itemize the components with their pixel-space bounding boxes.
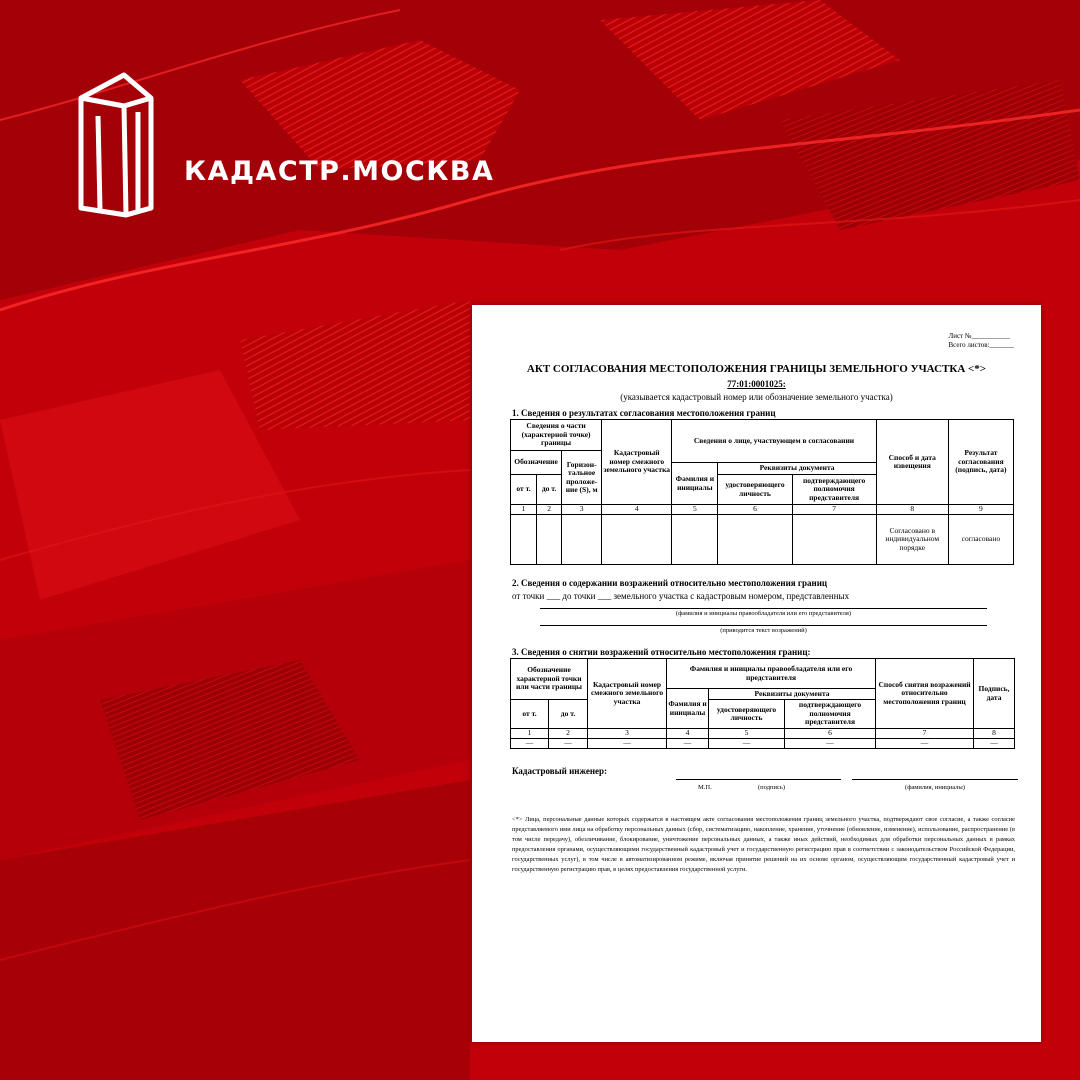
sheets-total: Всего листов:_______ (948, 341, 1014, 349)
dash-cell: — (549, 739, 588, 749)
column-number: 6 (785, 729, 876, 739)
table-cell (511, 515, 537, 565)
header-from: от т. (511, 475, 537, 505)
header-name: Фамилия и инициалы (672, 463, 718, 505)
table-cell (602, 515, 672, 565)
header-method: Способ снятия возражений относительно местоположения границ (876, 659, 974, 729)
column-number: 4 (602, 505, 672, 515)
column-number: 5 (709, 729, 785, 739)
section-3-heading: 3. Сведения о снятии возражений относительно местоположения границ: (512, 647, 811, 657)
header-identity: удостоверяющего личность (718, 475, 792, 505)
header-to: до т. (549, 700, 588, 729)
footnote: <*> Лица, персональные данные которых содержатся в настоящем акте согласования местоположения границ земельного участка, подтверждают свое согласие, а также согласие представляемого ими лица на обработку персональных данных (сбор, систематизацию, накопление, хранение, уточнение (обновление, изменение), использование, распространение (в том числе передачу), обезличивание, блокирование, уничтожение персональных данных, а также иных действий, необходимых для обработки персональных данных в рамках предоставления органами, осуществляющими государственный кадастровый учет и государственную регистрацию прав в соответствии с законодательством Российской Федерации, государственных услуг), в том числе в автоматизированном режиме, включая принятие решений на их основе органом, осуществляющим государственный кадастровый учет и государственную регистрацию прав, в целях предоставления государственной услуги. (512, 816, 1015, 873)
dash-cell: — (667, 739, 709, 749)
kadastr-logo-icon (78, 72, 154, 218)
dash-cell: — (974, 739, 1015, 749)
column-number: 2 (549, 729, 588, 739)
header-name: Фамилия и инициалы (667, 689, 709, 729)
header-horizontal: Горизон-тальное проложе-ние (S), м (562, 451, 602, 505)
header-signature: Подпись, дата (974, 659, 1015, 729)
table-cell (672, 515, 718, 565)
engineer-label: Кадастровый инженер: (512, 766, 608, 776)
sheet-info (949, 332, 1014, 350)
caption-objections: (приводится текст возражений) (720, 627, 807, 634)
section-2-line: от точки ___ до точки ___ земельного участка с кадастровым номером, представленных (512, 591, 850, 601)
header-designation: Обозначение (511, 451, 562, 475)
header-to: до т. (537, 475, 562, 505)
section-1-table (510, 419, 1014, 565)
header-method: Способ и дата извещения (876, 420, 948, 505)
column-number: 3 (562, 505, 602, 515)
cadastral-number: 77:01:0001025: (727, 379, 786, 389)
column-number: 8 (876, 505, 948, 515)
header-cadnum: Кадастровый номер смежного земельного участка (602, 420, 672, 505)
header-owner: Фамилия и инициалы правообладателя или его представителя (667, 659, 876, 689)
header-authority: подтверждающего полномочия представителя (785, 700, 876, 729)
header-identity: удостоверяющего личность (709, 700, 785, 729)
column-number: 4 (667, 729, 709, 739)
row-result: согласовано (948, 515, 1013, 565)
column-number: 3 (588, 729, 667, 739)
divider (540, 625, 987, 626)
dash-cell: — (588, 739, 667, 749)
header-requisites: Реквизиты документа (709, 689, 876, 700)
document-title: АКТ СОГЛАСОВАНИЯ МЕСТОПОЛОЖЕНИЯ ГРАНИЦЫ ЗЕМЕЛЬНОГО УЧАСТКА <*> (526, 363, 987, 375)
header-result: Результат согласования (подпись, дата) (948, 420, 1013, 505)
header-authority: подтверждающего полномочия представителя (792, 475, 876, 505)
header-cadnum: Кадастровый номер смежного земельного участка (588, 659, 667, 729)
column-number: 7 (876, 729, 974, 739)
caption-owner: (фамилия и инициалы правообладателя или его представителя) (675, 610, 852, 617)
header-from: от т. (511, 700, 549, 729)
section-1-heading: 1. Сведения о результатах согласования местоположения границ (512, 408, 776, 418)
stamp-place: М.П. (698, 784, 712, 791)
divider (540, 608, 987, 609)
column-number: 6 (718, 505, 792, 515)
dash-cell: — (876, 739, 974, 749)
section-2-heading: 2. Сведения о содержании возражений относительно местоположения границ (512, 578, 828, 588)
name-line (852, 779, 1018, 780)
document-page (472, 305, 1041, 1042)
column-number: 7 (792, 505, 876, 515)
signature-line (676, 779, 841, 780)
header-designation: Обозначение характерной точки или части границы (511, 659, 588, 700)
column-number: 8 (974, 729, 1015, 739)
row-method: Согласовано в индивидуальном порядке (876, 515, 948, 565)
signature-caption: (подпись) (758, 784, 785, 791)
column-number: 1 (511, 505, 537, 515)
name-caption: (фамилия, инициалы) (905, 784, 965, 791)
header-requisites: Реквизиты документа (718, 463, 876, 475)
table-cell (718, 515, 792, 565)
header-person: Сведения о лице, участвующем в согласовании (672, 420, 876, 463)
header-part: Сведения о части (характерной точке) границы (511, 420, 602, 451)
section-3-table (510, 658, 1015, 749)
column-number: 5 (672, 505, 718, 515)
table-cell (537, 515, 562, 565)
brand-name: КАДАСТР.МОСКВА (184, 156, 495, 187)
cadastral-hint: (указывается кадастровый номер или обозначение земельного участка) (620, 392, 893, 402)
dash-cell: — (709, 739, 785, 749)
column-number: 1 (511, 729, 549, 739)
dash-cell: — (511, 739, 549, 749)
column-number: 9 (948, 505, 1013, 515)
dash-cell: — (785, 739, 876, 749)
table-cell (792, 515, 876, 565)
sheet-number: Лист №___________ (948, 332, 1011, 340)
table-cell (562, 515, 602, 565)
column-number: 2 (537, 505, 562, 515)
